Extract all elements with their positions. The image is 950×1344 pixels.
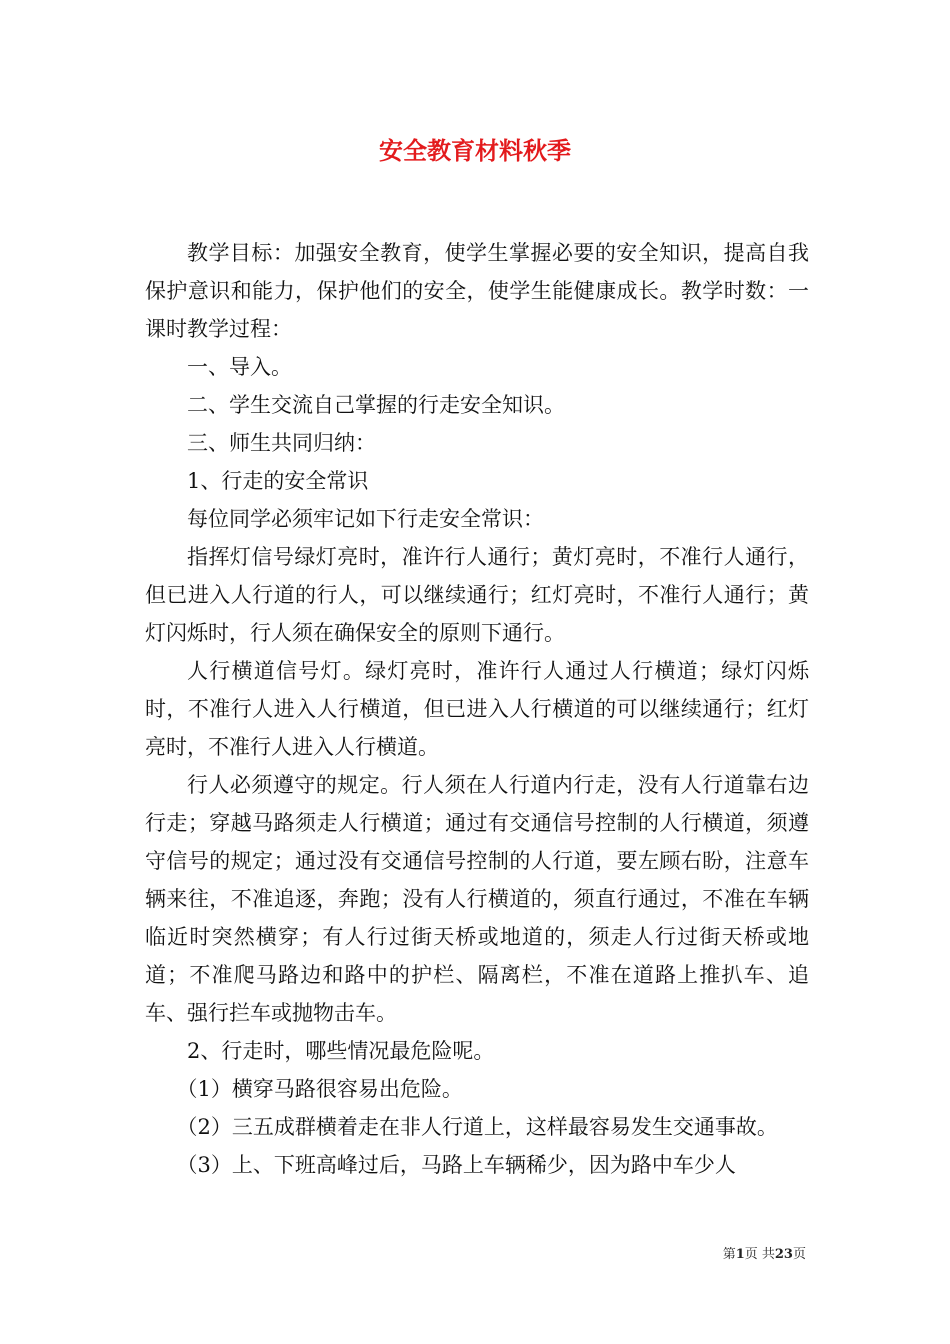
footer-prefix: 第 [722, 1247, 736, 1262]
paragraph-step-3: 三、师生共同归纳： [187, 431, 376, 455]
section-heading-dangers: 2、行走时，哪些情况最危险呢。 [187, 1039, 495, 1063]
paragraph-pedestrian-rules: 行人必须遵守的规定。行人须在人行道内行走，没有人行道靠右边行走；穿越马路须走人行横道；通过有交通信号控制的人行横道，须遵守信号的规定；通过没有交通信号控制的人行道，要左顾右盼，注意车辆来往，不准追逐，奔跑；没有人行横道的，须直行通过，不准在车辆临近时突然横穿；有人行过街天桥或地道的，须走人行过街天桥或地道；不准爬马路边和路中的护栏、隔离栏，不准在道路上推扒车、追车、强行拦车或抛物击车。 [145, 773, 809, 1025]
document-body [145, 234, 809, 1184]
paragraph-intro-rules: 每位同学必须牢记如下行走安全常识： [187, 507, 544, 531]
paragraph-crosswalk-signal: 人行横道信号灯。绿灯亮时，准许行人通过人行横道；绿灯闪烁时，不准行人进入人行横道，但已进入人行横道的可以继续通行；红灯亮时，不准行人进入人行横道。 [145, 659, 809, 759]
footer-total-pages: 23 [774, 1247, 793, 1262]
section-heading-walking-safety: 1、行走的安全常识 [187, 469, 369, 493]
footer-suffix: 页 [792, 1247, 806, 1262]
paragraph-traffic-light: 指挥灯信号绿灯亮时，准许行人通行；黄灯亮时，不准行人通行，但已进入人行道的行人，可以继续通行；红灯亮时，不准行人通行；黄灯闪烁时，行人须在确保安全的原则下通行。 [145, 545, 809, 645]
paragraph-step-2: 二、学生交流自己掌握的行走安全知识。 [187, 393, 565, 417]
paragraph-step-1: 一、导入。 [187, 355, 292, 379]
paragraph-objectives: 教学目标：加强安全教育，使学生掌握必要的安全知识，提高自我保护意识和能力，保护他们的安全，使学生能健康成长。教学时数：一课时教学过程： [145, 241, 809, 341]
document-title: 安全教育材料秋季 [379, 136, 571, 165]
list-item-danger-3: （3）上、下班高峰过后，马路上车辆稀少，因为路中车少人 [176, 1153, 736, 1177]
list-item-danger-1: （1）横穿马路很容易出危险。 [176, 1077, 463, 1101]
footer-current-page: 1 [735, 1247, 745, 1262]
page-footer [0, 1246, 806, 1264]
list-item-danger-2: （2）三五成群横着走在非人行道上，这样最容易发生交通事故。 [176, 1115, 778, 1139]
footer-middle: 页 共 [744, 1247, 775, 1262]
